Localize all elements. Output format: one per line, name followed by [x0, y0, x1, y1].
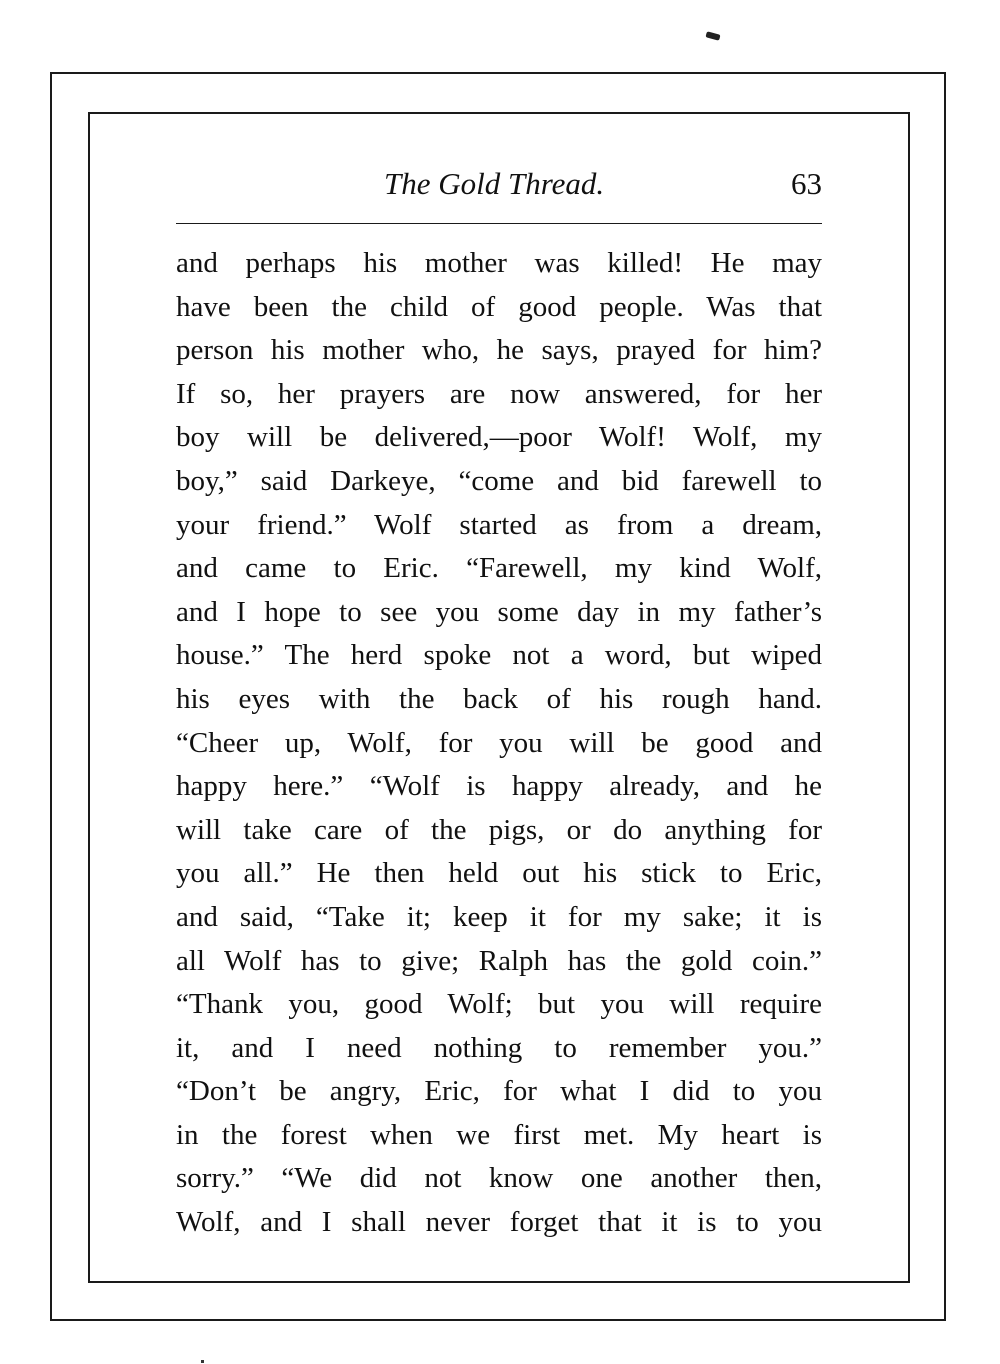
text-line: his eyes with the back of his rough hand.: [176, 682, 822, 715]
body-text: [176, 242, 822, 1245]
text-line: house.” The herd spoke not a word, but wiped: [176, 639, 822, 672]
text-line: all Wolf has to give; Ralph has the gold coin.”: [176, 944, 822, 977]
ink-speck: [201, 1360, 204, 1363]
text-line: your friend.” Wolf started as from a dream,: [176, 508, 822, 541]
text-line: in the forest when we first met. My heart is: [176, 1118, 822, 1151]
text-line: sorry.” “We did not know one another then,: [176, 1162, 822, 1195]
running-title: The Gold Thread.: [384, 166, 605, 201]
header-rule: [176, 223, 822, 224]
page-number: 63: [791, 166, 822, 201]
text-line: “Don’t be angry, Eric, for what I did to you: [176, 1075, 822, 1108]
text-line: “Thank you, good Wolf; but you will require: [176, 988, 822, 1021]
text-line: you all.” He then held out his stick to Eric,: [176, 857, 822, 890]
text-line: and said, “Take it; keep it for my sake; it is: [176, 900, 822, 933]
text-line: and perhaps his mother was killed! He may: [176, 247, 822, 279]
text-line: it, and I need nothing to remember you.”: [176, 1031, 822, 1064]
text-line: and came to Eric. “Farewell, my kind Wolf,: [176, 552, 822, 585]
ink-speck: [705, 31, 720, 40]
text-line: have been the child of good people. Was that: [176, 290, 822, 323]
text-line: If so, her prayers are now answered, for her: [176, 377, 822, 410]
text-line: happy here.” “Wolf is happy already, and he: [176, 770, 822, 803]
text-line: Wolf, and I shall never forget that it is to you: [176, 1206, 822, 1239]
text-line: boy,” said Darkeye, “come and bid farewell to: [176, 464, 822, 497]
running-header: [176, 158, 822, 218]
text-line: and I hope to see you some day in my father’s: [176, 595, 822, 628]
text-line: boy will be delivered,—poor Wolf! Wolf, my: [176, 421, 822, 454]
text-line: person his mother who, he says, prayed for him?: [176, 334, 822, 367]
text-line: “Cheer up, Wolf, for you will be good and: [176, 726, 822, 759]
text-line: will take care of the pigs, or do anything for: [176, 813, 822, 846]
